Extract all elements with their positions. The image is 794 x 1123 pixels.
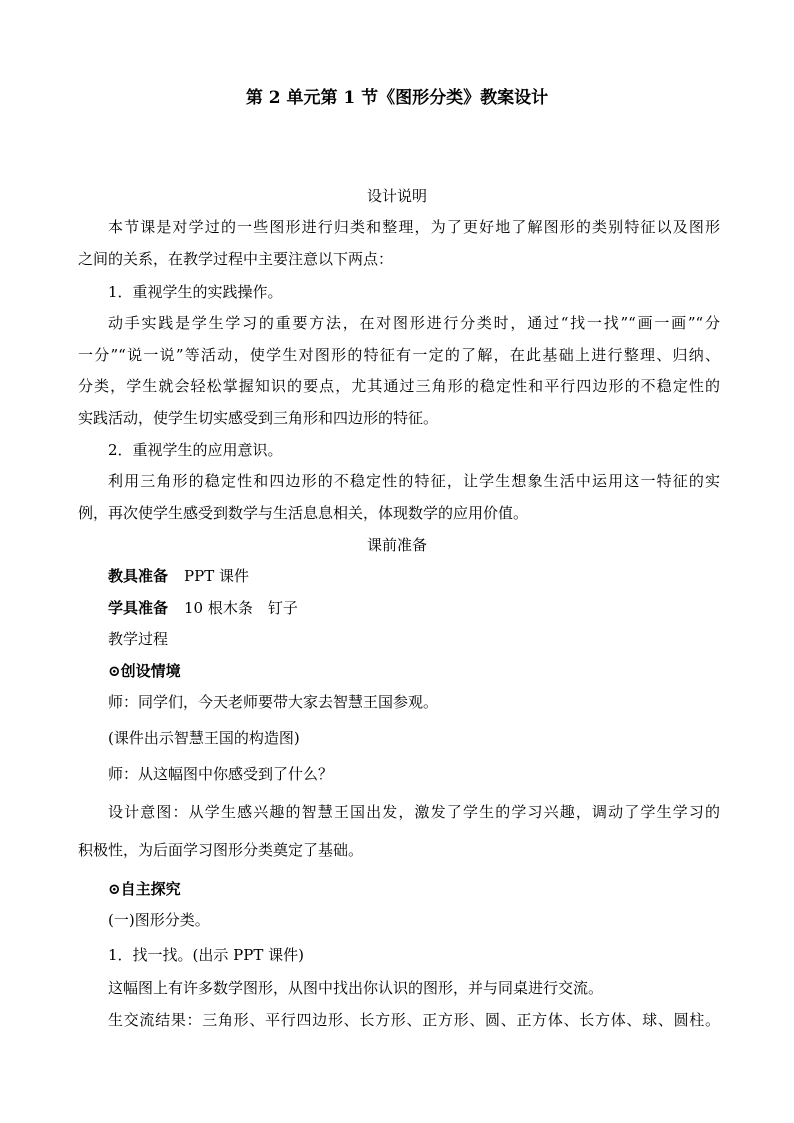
design-notes-line: 动手实践是学生学习的重要方法，在对图形进行分类时，通过“找一找”“画一画”“分 (108, 314, 720, 332)
student-prep-value: 10 根木条 钉子 (184, 599, 298, 617)
student-prep-label: 学具准备 (108, 599, 169, 617)
process-line: 师：同学们，今天老师要带大家去智慧王国参观。 (108, 693, 439, 711)
preparation-heading: 课前准备 (366, 536, 427, 554)
design-intent-line: 积极性，为后面学习图形分类奠定了基础。 (78, 841, 364, 859)
design-notes-line: 分类，学生就会轻松掌握知识的要点，尤其通过三角形的稳定性和平行四边形的不稳定性的 (78, 377, 720, 395)
design-notes-heading: 设计说明 (366, 187, 427, 205)
process-line: 生交流结果：三角形、平行四边形、长方形、正方形、圆、正方体、长方体、球、圆柱。 (108, 1011, 720, 1029)
process-line: (一)图形分类。 (108, 911, 210, 929)
design-notes-point: 1．重视学生的实践操作。 (108, 283, 283, 301)
student-prep-row (108, 598, 298, 618)
design-notes-line: 之间的关系，在教学过程中主要注意以下两点： (78, 250, 394, 268)
design-notes-line: 本节课是对学过的一些图形进行归类和整理，为了更好地了解图形的类别特征以及图形 (108, 218, 720, 236)
process-line: 1．找一找。(出示 PPT 课件) (108, 946, 304, 964)
teacher-prep-label: 教具准备 (108, 567, 169, 585)
teacher-prep-row (108, 566, 249, 586)
design-notes-line: 实践活动，使学生切实感受到三角形和四边形的特征。 (78, 409, 439, 427)
process-line: 师：从这幅图中你感受到了什么？ (108, 765, 334, 783)
process-line: (课件出示智慧王国的构造图) (108, 729, 300, 747)
design-intent-line: 设计意图：从学生感兴趣的智慧王国出发，激发了学生的学习兴趣，调动了学生学习的 (108, 803, 720, 821)
document-title: 第 2 单元第 1 节《图形分类》教案设计 (245, 88, 549, 108)
design-notes-point: 2．重视学生的应用意识。 (108, 441, 283, 459)
design-notes-line: 利用三角形的稳定性和四边形的不稳定性的特征，让学生想象生活中运用这一特征的实 (108, 472, 720, 490)
design-notes-line: 例，再次使学生感受到数学与生活息息相关，体现数学的应用价值。 (78, 504, 529, 522)
process-heading: 教学过程 (108, 630, 169, 648)
section-heading: ⊙创设情境 (108, 662, 181, 680)
process-line: 这幅图上有许多数学图形，从图中找出你认识的图形，并与同桌进行交流。 (108, 979, 604, 997)
section-heading: ⊙自主探究 (108, 880, 181, 898)
design-notes-line: 一分”“说一说”等活动，使学生对图形的特征有一定的了解，在此基础上进行整理、归纳、 (78, 346, 720, 364)
teacher-prep-value: PPT 课件 (184, 567, 249, 585)
